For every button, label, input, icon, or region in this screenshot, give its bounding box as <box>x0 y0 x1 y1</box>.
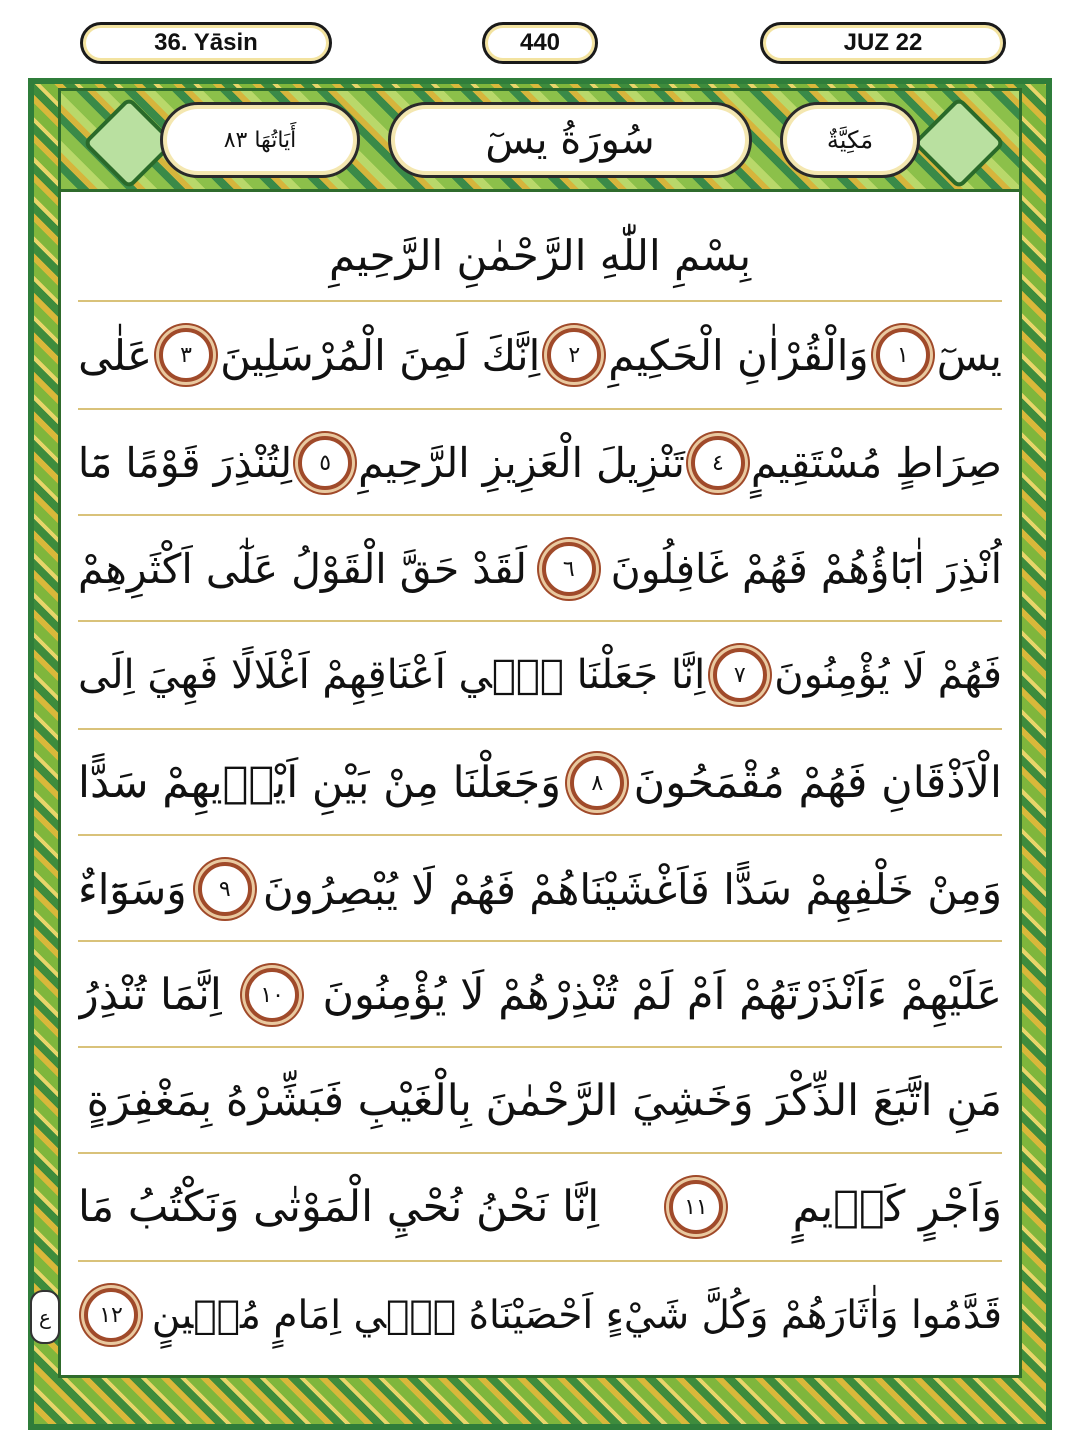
juz-label-pill <box>760 22 1006 64</box>
line-rule <box>78 620 1002 622</box>
basmala <box>78 214 1002 296</box>
line-rule <box>78 408 1002 410</box>
surah-name-box <box>388 102 752 178</box>
verse-text: عَلٰى <box>78 330 153 380</box>
verse-number-marker: ٩ <box>198 862 252 916</box>
ruku-marker-text: ع <box>39 1305 51 1329</box>
page-number-pill <box>482 22 598 64</box>
verse-number-marker: ٣ <box>159 328 213 382</box>
verse-number-marker: ١٠ <box>245 968 299 1022</box>
verse-text: اِنَّمَا تُنْذِرُ <box>78 970 222 1020</box>
line-rule <box>78 1260 1002 1262</box>
verse-number-marker: ٦ <box>542 542 596 596</box>
line-rule <box>78 834 1002 836</box>
verse-text: اِنَّا جَعَلْنَا فٖٓي اَعْنَاقِهِمْ اَغْلَالًا فَهِيَ اِلَى <box>78 652 706 698</box>
verse-text: لِتُنْذِرَ قَوْمًا مَٓا <box>78 439 293 487</box>
verse-number-marker: ١١ <box>669 1180 723 1234</box>
verse-count: أَيَاتُهَا ٨٣ <box>223 127 297 153</box>
verse-text: قَدَّمُوا وَاٰثَارَهُمْ وَكُلَّ شَيْءٍ اَحْصَيْنَاهُ فٖٓي اِمَامٍ مُبٖينٍ <box>151 1292 1002 1338</box>
verse-text: وَالْقُرْاٰنِ الْحَكِيمِ <box>608 330 869 380</box>
page-number: 440 <box>519 29 561 56</box>
verse-text: وَمِنْ خَلْفِهِمْ سَدًّا فَاَغْشَيْنَاهُمْ فَهُمْ لَا يُبْصِرُونَ <box>262 864 1002 914</box>
verse-number-marker: ١ <box>876 328 930 382</box>
ruku-marker <box>30 1290 60 1344</box>
verse-text: اِنَّا نَحْنُ نُحْيِ الْمَوْتٰى وَنَكْتُبُ مَا <box>78 1182 600 1232</box>
verse-text: عَلَيْهِمْ ءَاَنْذَرْتَهُمْ اَمْ لَمْ تُنْذِرْهُمْ لَا يُؤْمِنُونَ <box>322 970 1002 1020</box>
verse-text: صِرَاطٍ مُسْتَقِيمٍ <box>750 439 1002 487</box>
verse-line <box>78 632 1002 718</box>
verse-text: الْاَذْقَانِ فَهُمْ مُقْمَحُونَ <box>633 758 1002 808</box>
verse-number-marker: ١٢ <box>84 1288 138 1342</box>
verse-line <box>78 846 1002 932</box>
basmala-text: بِسْمِ اللّٰهِ الرَّحْمٰنِ الرَّحِيمِ <box>328 230 752 280</box>
verse-text: وَسَوَٓاءٌ <box>78 864 187 914</box>
surah-label: 36. Yāsin <box>154 29 258 56</box>
verse-line <box>78 952 1002 1038</box>
revelation-type-box <box>780 102 920 178</box>
verse-text: يسٓ <box>936 330 1002 380</box>
verse-line <box>78 1164 1002 1250</box>
verse-number-marker: ٢ <box>547 328 601 382</box>
verse-text: لَقَدْ حَقَّ الْقَوْلُ عَلٰٓى اَكْثَرِهِمْ <box>78 545 528 593</box>
verse-line <box>78 420 1002 506</box>
surah-label-pill <box>80 22 332 64</box>
verse-text: وَاَجْرٍ كَرٖيمٍ <box>792 1182 1002 1232</box>
verse-text: اُنْذِرَ اٰبَٓاؤُهُمْ فَهُمْ غَافِلُونَ <box>610 545 1002 593</box>
verse-number-marker: ٥ <box>298 436 352 490</box>
line-rule <box>78 728 1002 730</box>
verse-line <box>78 740 1002 826</box>
surah-name: سُورَةُ يسٓ <box>485 117 655 163</box>
juz-label: JUZ 22 <box>843 29 923 56</box>
line-rule <box>78 514 1002 516</box>
revelation-type: مَكِيَّةٌ <box>826 126 874 154</box>
verse-number-marker: ٨ <box>570 756 624 810</box>
line-rule <box>78 1152 1002 1154</box>
verse-text: اِنَّكَ لَمِنَ الْمُرْسَلِينَ <box>220 330 541 380</box>
verse-line <box>78 1058 1002 1144</box>
verse-line <box>78 312 1002 398</box>
verse-text: وَجَعَلْنَا مِنْ بَيْنِ اَيْدٖيهِمْ سَدًّا <box>78 758 562 808</box>
verse-text: مَنِ اتَّبَعَ الذِّكْرَ وَخَشِيَ الرَّحْمٰنَ بِالْغَيْبِ فَبَشِّرْهُ بِمَغْفِرَةٍ <box>86 1076 1002 1126</box>
verse-count-box <box>160 102 360 178</box>
verse-line <box>78 526 1002 612</box>
line-rule <box>78 1046 1002 1048</box>
verse-number-marker: ٧ <box>713 648 767 702</box>
line-rule <box>78 940 1002 942</box>
verse-number-marker: ٤ <box>691 436 745 490</box>
verse-text: فَهُمْ لَا يُؤْمِنُونَ <box>774 652 1002 698</box>
line-rule <box>78 300 1002 302</box>
verse-line <box>78 1272 1002 1358</box>
verse-text: تَنْزِيلَ الْعَزِيزِ الرَّحِيمِ <box>358 439 685 487</box>
